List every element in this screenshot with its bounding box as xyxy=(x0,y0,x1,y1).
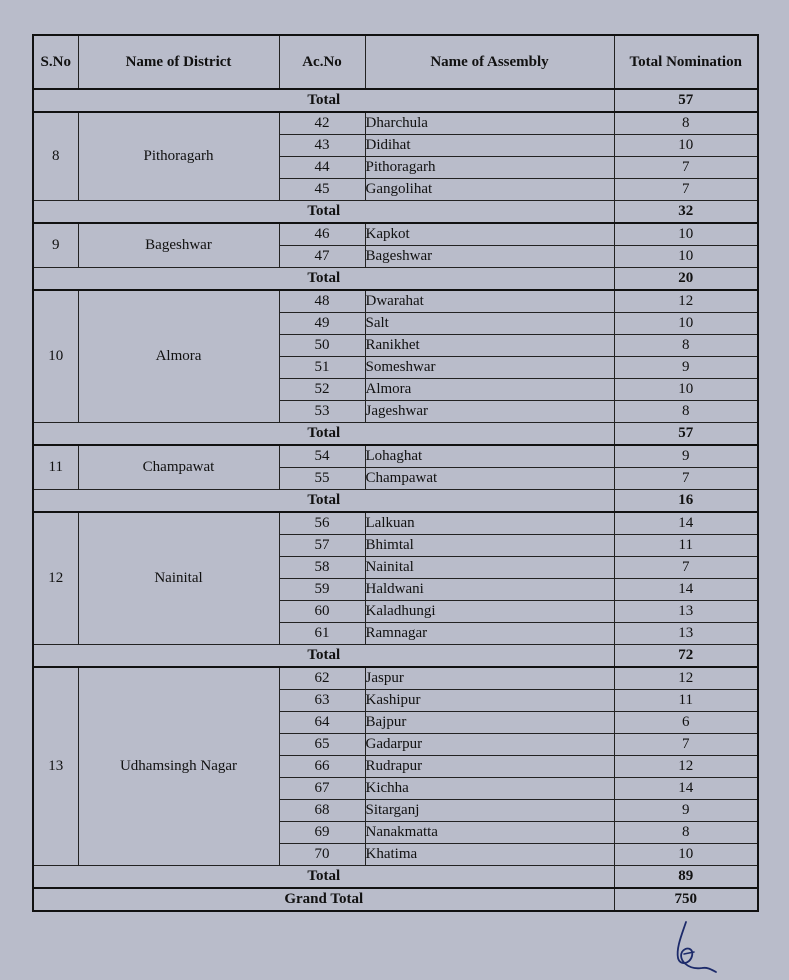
ac-no: 50 xyxy=(279,335,365,357)
total-row xyxy=(33,490,758,513)
nomination-count: 11 xyxy=(614,535,758,557)
nomination-count: 7 xyxy=(614,734,758,756)
total-label: Total xyxy=(33,490,614,513)
ac-no: 51 xyxy=(279,357,365,379)
ac-no: 69 xyxy=(279,822,365,844)
assembly-name: Lalkuan xyxy=(365,512,614,535)
assembly-name: Jaspur xyxy=(365,667,614,690)
header-acno: Ac.No xyxy=(279,35,365,89)
total-value: 72 xyxy=(614,645,758,668)
total-value: 20 xyxy=(614,268,758,291)
assembly-name: Kichha xyxy=(365,778,614,800)
assembly-name: Kaladhungi xyxy=(365,601,614,623)
assembly-name: Lohaghat xyxy=(365,445,614,468)
grand-total-row xyxy=(33,888,758,911)
nomination-count: 12 xyxy=(614,290,758,313)
total-label: Total xyxy=(33,201,614,224)
total-row xyxy=(33,423,758,446)
district-name: Almora xyxy=(78,290,279,423)
district-sno: 12 xyxy=(33,512,78,645)
nomination-count: 9 xyxy=(614,445,758,468)
table-row xyxy=(33,112,758,135)
district-sno: 8 xyxy=(33,112,78,201)
ac-no: 63 xyxy=(279,690,365,712)
ac-no: 47 xyxy=(279,246,365,268)
nomination-count: 10 xyxy=(614,313,758,335)
nomination-count: 14 xyxy=(614,778,758,800)
assembly-name: Sitarganj xyxy=(365,800,614,822)
table-row xyxy=(33,223,758,246)
grand-total-value: 750 xyxy=(614,888,758,911)
nomination-count: 10 xyxy=(614,135,758,157)
ac-no: 59 xyxy=(279,579,365,601)
assembly-name: Khatima xyxy=(365,844,614,866)
ac-no: 53 xyxy=(279,401,365,423)
ac-no: 65 xyxy=(279,734,365,756)
ac-no: 46 xyxy=(279,223,365,246)
table-body xyxy=(33,89,758,911)
total-value: 57 xyxy=(614,89,758,112)
total-label: Total xyxy=(33,268,614,291)
assembly-name: Bageshwar xyxy=(365,246,614,268)
table-row xyxy=(33,445,758,468)
nomination-count: 7 xyxy=(614,179,758,201)
total-value: 57 xyxy=(614,423,758,446)
assembly-name: Kapkot xyxy=(365,223,614,246)
district-name: Udhamsingh Nagar xyxy=(78,667,279,866)
nomination-count: 8 xyxy=(614,822,758,844)
ac-no: 70 xyxy=(279,844,365,866)
assembly-name: Nainital xyxy=(365,557,614,579)
total-row xyxy=(33,645,758,668)
total-label: Total xyxy=(33,866,614,889)
nomination-count: 8 xyxy=(614,335,758,357)
assembly-name: Ranikhet xyxy=(365,335,614,357)
assembly-name: Bajpur xyxy=(365,712,614,734)
district-name: Champawat xyxy=(78,445,279,490)
ac-no: 52 xyxy=(279,379,365,401)
nomination-count: 13 xyxy=(614,623,758,645)
total-value: 16 xyxy=(614,490,758,513)
nomination-count: 6 xyxy=(614,712,758,734)
nomination-count: 8 xyxy=(614,401,758,423)
district-sno: 9 xyxy=(33,223,78,268)
assembly-name: Gadarpur xyxy=(365,734,614,756)
nomination-count: 10 xyxy=(614,844,758,866)
header-assembly: Name of Assembly xyxy=(365,35,614,89)
table-row xyxy=(33,667,758,690)
grand-total-label: Grand Total xyxy=(33,888,614,911)
nomination-count: 10 xyxy=(614,246,758,268)
district-sno: 13 xyxy=(33,667,78,866)
assembly-name: Kashipur xyxy=(365,690,614,712)
assembly-name: Someshwar xyxy=(365,357,614,379)
nomination-count: 12 xyxy=(614,667,758,690)
header-row xyxy=(33,35,758,89)
ac-no: 57 xyxy=(279,535,365,557)
nomination-count: 13 xyxy=(614,601,758,623)
total-label: Total xyxy=(33,89,614,112)
ac-no: 61 xyxy=(279,623,365,645)
total-row xyxy=(33,89,758,112)
assembly-name: Salt xyxy=(365,313,614,335)
ac-no: 45 xyxy=(279,179,365,201)
total-row xyxy=(33,201,758,224)
header-total-nomination: Total Nomination xyxy=(614,35,758,89)
ac-no: 66 xyxy=(279,756,365,778)
ac-no: 48 xyxy=(279,290,365,313)
assembly-name: Bhimtal xyxy=(365,535,614,557)
nomination-count: 10 xyxy=(614,223,758,246)
ac-no: 67 xyxy=(279,778,365,800)
nomination-count: 10 xyxy=(614,379,758,401)
total-row xyxy=(33,866,758,889)
nomination-count: 9 xyxy=(614,357,758,379)
ac-no: 44 xyxy=(279,157,365,179)
header-sno: S.No xyxy=(33,35,78,89)
total-value: 32 xyxy=(614,201,758,224)
ac-no: 56 xyxy=(279,512,365,535)
assembly-name: Almora xyxy=(365,379,614,401)
assembly-name: Gangolihat xyxy=(365,179,614,201)
nomination-count: 14 xyxy=(614,512,758,535)
assembly-name: Pithoragarh xyxy=(365,157,614,179)
assembly-name: Nanakmatta xyxy=(365,822,614,844)
nomination-count: 7 xyxy=(614,557,758,579)
nomination-count: 8 xyxy=(614,112,758,135)
assembly-name: Didihat xyxy=(365,135,614,157)
nomination-count: 7 xyxy=(614,157,758,179)
district-sno: 10 xyxy=(33,290,78,423)
assembly-name: Jageshwar xyxy=(365,401,614,423)
assembly-name: Champawat xyxy=(365,468,614,490)
table-row xyxy=(33,512,758,535)
total-label: Total xyxy=(33,645,614,668)
district-sno: 11 xyxy=(33,445,78,490)
ac-no: 43 xyxy=(279,135,365,157)
total-label: Total xyxy=(33,423,614,446)
nomination-count: 11 xyxy=(614,690,758,712)
ac-no: 54 xyxy=(279,445,365,468)
assembly-name: Dharchula xyxy=(365,112,614,135)
nomination-table xyxy=(32,34,759,912)
assembly-name: Ramnagar xyxy=(365,623,614,645)
assembly-name: Haldwani xyxy=(365,579,614,601)
nomination-count: 9 xyxy=(614,800,758,822)
total-value: 89 xyxy=(614,866,758,889)
table-row xyxy=(33,290,758,313)
signature xyxy=(668,918,718,974)
district-name: Nainital xyxy=(78,512,279,645)
ac-no: 62 xyxy=(279,667,365,690)
ac-no: 55 xyxy=(279,468,365,490)
total-row xyxy=(33,268,758,291)
header-district: Name of District xyxy=(78,35,279,89)
ac-no: 60 xyxy=(279,601,365,623)
ac-no: 64 xyxy=(279,712,365,734)
nomination-count: 12 xyxy=(614,756,758,778)
ac-no: 58 xyxy=(279,557,365,579)
assembly-name: Dwarahat xyxy=(365,290,614,313)
district-name: Pithoragarh xyxy=(78,112,279,201)
ac-no: 68 xyxy=(279,800,365,822)
nomination-count: 7 xyxy=(614,468,758,490)
assembly-name: Rudrapur xyxy=(365,756,614,778)
district-name: Bageshwar xyxy=(78,223,279,268)
ac-no: 49 xyxy=(279,313,365,335)
nomination-count: 14 xyxy=(614,579,758,601)
ac-no: 42 xyxy=(279,112,365,135)
